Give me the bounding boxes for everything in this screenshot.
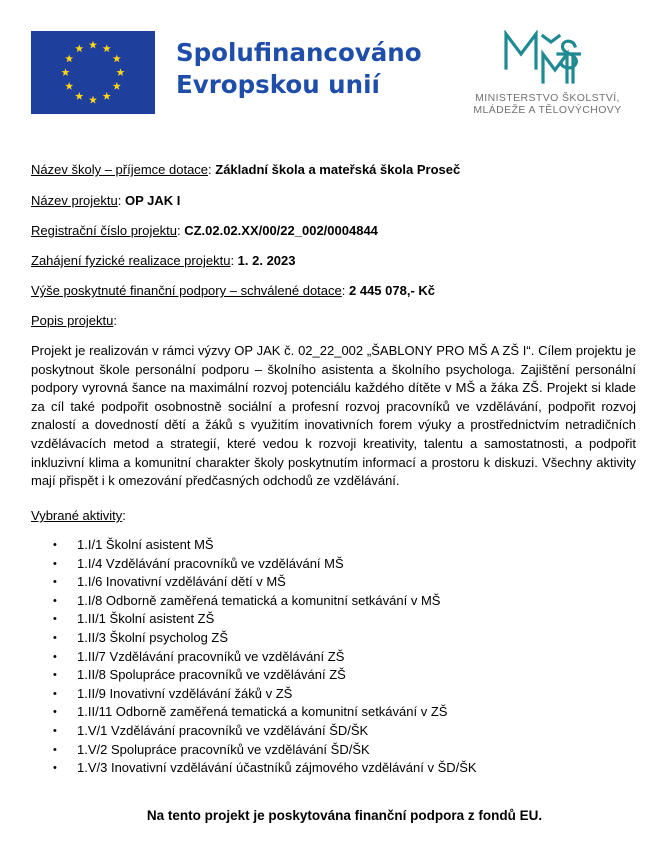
activity-item [31,666,477,685]
activity-item [31,629,477,648]
eu-star-icon [103,92,111,100]
start-date-label: Zahájení fyzické realizace projektu [31,253,231,268]
activity-label: 1.I/6 Inovativní vzdělávání dětí v MŠ [77,574,286,590]
bullet-icon: • [53,706,57,719]
school-name-value: Základní škola a mateřská škola Proseč [215,162,461,177]
activity-label: 1.II/3 Školní psycholog ZŠ [77,629,229,645]
bullet-icon: • [53,594,57,607]
activity-label: 1.V/3 Inovativní vzdělávání účastníků zájmového vzdělávání v ŠD/ŠK [77,760,477,776]
eu-star-icon [113,82,121,90]
activity-item [31,592,477,611]
bullet-icon: • [53,576,57,589]
subsidy-amount-row: Výše poskytnuté finanční podpory – schválené dotace: 2 445 078,- Kč [31,283,436,298]
eu-cofinanced-line2: Evropskou unií [176,70,380,99]
school-name-label: Název školy – příjemce dotace [31,162,209,177]
subsidy-amount-label: Výše poskytnuté finanční podpory – schválené dotace [31,283,342,298]
activity-label: 1.I/1 Školní asistent MŠ [77,537,214,552]
activity-item [31,685,477,704]
description-heading-row: Popis projektu: [31,313,118,328]
eu-star-icon [89,41,97,49]
activity-item [31,759,477,778]
description-heading: Popis projektu [31,313,114,328]
bullet-icon: • [53,650,57,663]
eu-cofinanced-text [176,37,422,101]
activity-label: 1.I/8 Odborně zaměřená tematická a komunitní setkávání v MŠ [77,592,441,608]
bullet-icon: • [53,557,57,570]
activity-item [31,703,477,722]
project-name-label: Název projektu [31,193,118,208]
eu-star-icon [65,54,73,62]
activity-label: 1.V/2 Spolupráce pracovníků ve vzdělávání ŠD/ŠK [77,741,370,757]
activities-heading-row: Vybrané aktivity: [31,508,126,523]
project-description: Projekt je realizován v rámci výzvy OP JAK č. 02_22_002 „ŠABLONY PRO MŠ A ZŠ I“. Cílem projektu je poskytnout škole personální podporu – školního asistenta a školního psychologa. Zajištění personální podpory vyrovná šance na maximální rozvoj potenciálu každého dítěte v MŠ a žáka ZŠ. Projekt si klade za cíl také podpořit osobnostně sociální a profesní rozvoj pracovníků ve vzdělávání, podpořit rozvoj znalostí a dovedností dětí a žáků s využitím inovativních forem výuky a prostřednictvím netradičních vzdělávacích metod a strategií, které vedou k rozvoji kreativity, talentu a samostatnosti, a podpořit inkluzivní klima a komunitní charakter školy poskytnutím informací a prostoru k diskuzi. Všechny aktivity mají přispět i k omezování předčasných odchodů ze vzdělávání. [31,343,636,489]
msmt-name [455,92,640,116]
subsidy-amount-value: 2 445 078,- Kč [349,283,436,298]
activity-label: 1.II/11 Odborně zaměřená tematická a komunitní setkávání v ZŠ [77,704,448,720]
bullet-icon: • [53,687,57,700]
eu-star-icon [75,92,83,100]
project-name-row: Název projektu: OP JAK I [31,193,181,208]
school-name-row: Název školy – příjemce dotace: Základní škola a mateřská škola Proseč [31,162,461,177]
msmt-name-line2: MLÁDEŽE A TĚLOVÝCHOVY [473,104,622,116]
bullet-icon: • [53,613,57,626]
eu-star-icon [103,44,111,52]
registration-number-label: Registrační číslo projektu [31,223,177,238]
registration-number-value: CZ.02.02.XX/00/22_002/0004844 [184,223,378,238]
activity-item [31,610,477,629]
bullet-icon: • [53,762,57,775]
activity-item [31,648,477,667]
eu-funding-notice: Na tento projekt je poskytována finanční podpora z fondů EU. [146,808,543,823]
registration-number-row: Registrační číslo projektu: CZ.02.02.XX/00/22_002/0004844 [31,223,378,238]
eu-star-icon [65,82,73,90]
eu-star-icon [75,44,83,52]
start-date-value: 1. 2. 2023 [237,253,296,268]
eu-flag-stars [31,31,155,114]
activity-item [31,722,477,741]
activity-item [31,741,477,760]
eu-star-icon [113,54,121,62]
activities-heading: Vybrané aktivity [31,508,123,523]
eu-star-icon [61,68,69,76]
activity-label: 1.II/7 Vzdělávání pracovníků ve vzdělávání ZŠ [77,648,345,664]
start-date-row: Zahájení fyzické realizace projektu: 1. 2. 2023 [31,253,296,268]
msmt-logo [503,30,581,86]
activities-list [31,536,477,778]
project-name-value: OP JAK I [124,193,181,208]
bullet-icon: • [53,724,57,737]
activity-label: 1.II/1 Školní asistent ZŠ [77,611,215,627]
bullet-icon: • [53,743,57,756]
activity-label: 1.I/4 Vzdělávání pracovníků ve vzdělávání MŠ [77,555,344,571]
bullet-icon: • [53,539,57,551]
bullet-icon: • [53,669,57,682]
eu-star-icon [116,68,124,76]
activity-item [31,555,477,574]
activity-item [31,536,477,555]
activity-label: 1.II/9 Inovativní vzdělávání žáků v ZŠ [77,685,293,701]
eu-flag [31,31,155,114]
eu-star-icon [89,96,97,104]
activity-label: 1.V/1 Vzdělávání pracovníků ve vzdělávání ŠD/ŠK [77,722,369,738]
eu-cofinanced-line1: Spolufinancováno [176,38,422,67]
activity-label: 1.II/8 Spolupráce pracovníků ve vzdělávání ZŠ [77,667,346,683]
msmt-name-line1: MINISTERSTVO ŠKOLSTVÍ, [475,92,620,104]
activity-item [31,573,477,592]
bullet-icon: • [53,631,57,644]
